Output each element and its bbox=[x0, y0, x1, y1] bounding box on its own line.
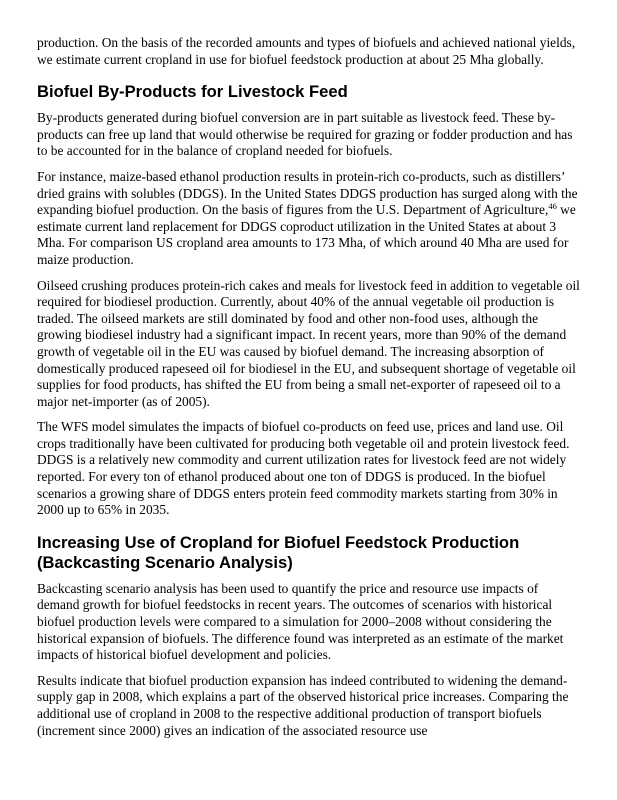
byproducts-paragraph-4: The WFS model simulates the impacts of biofuel co-products on feed use, prices and land use. Oil crops traditionally have been cultivated for producing both vegetable oil and protein livestock feed. DDGS is a relatively new commodity and current utilization rates for livestock feed are not widely reported. For every ton of ethanol produced about one ton of DDGS is produced. In the biofuel scenarios a growing share of DDGS enters protein feed commodity markets starting from 30% in 2000 up to 65% in 2035. bbox=[37, 419, 570, 518]
cropland-paragraph-2: Results indicate that biofuel production expansion has indeed contributed to widening the demand-supply gap in 2008, which explains a part of the observed historical price increases. Comparing the additional use of cropland in 2008 to the respective additional production of transport biofuels (increment since 2000) gives an indication of the associated resource use bbox=[37, 672, 569, 738]
intro-paragraph: production. On the basis of the recorded amounts and types of biofuels and achieved national yields, we estimate current cropland in use for biofuel feedstock production at about 25 Mha globally. bbox=[37, 35, 576, 67]
document-page bbox=[37, 35, 582, 748]
section-heading-byproducts: Biofuel By-Products for Livestock Feed bbox=[37, 82, 348, 102]
section-heading-cropland: Increasing Use of Cropland for Biofuel Feedstock Production (Backcasting Scenario Analysis) bbox=[37, 532, 520, 572]
footnote-ref-46[interactable]: 46 bbox=[548, 201, 557, 212]
cropland-paragraph-1: Backcasting scenario analysis has been used to quantify the price and resource use impacts of demand growth for biofuel feedstocks in recent years. The outcomes of scenarios with historical biofuel production levels were compared to a simulation for 2000–2008 without considering the historical expansion of biofuels. The difference found was interpreted as an estimate of the market impacts of historical biofuel development and policies. bbox=[37, 580, 564, 663]
byproducts-paragraph-2-start: For instance, maize-based ethanol production results in protein-rich co-products, such as distillers’ dried grains with solubles (DDGS). In the United States DDGS production has surged along with the expanding biofuel production. On the basis of figures from the U.S. Department of Agriculture, bbox=[37, 168, 578, 218]
byproducts-paragraph-2-end: we estimate current land replacement for DDGS coproduct utilization in the United States at about 3 Mha. For comparison US cropland area amounts to 173 Mha, of which around 40 Mha are used for maize production. bbox=[37, 202, 576, 267]
byproducts-paragraph-1: By-products generated during biofuel conversion are in part suitable as livestock feed. These by-products can free up land that would otherwise be required for grazing or fodder production and has to be accounted for in the balance of cropland needed for biofuels. bbox=[37, 110, 573, 159]
byproducts-paragraph-2 bbox=[37, 169, 582, 269]
byproducts-paragraph-3: Oilseed crushing produces protein-rich cakes and meals for livestock feed in addition to vegetable oil required for biodiesel production. Currently, about 40% of the annual vegetable oil production is traded. The oilseed markets are still dominated by food and other non-food uses, although the growing biodiesel industry had a significant impact. In recent years, more than 90% of the demand growth of vegetable oil in the EU was caused by biofuel demand. The increasing absorption of domestically produced rapeseed oil for biodiesel in the EU, and subsequent shortage of vegetable oil supplies for food products, has shifted the EU from being a small net-exporter of rapeseed oil to a major net-importer (as of 2005). bbox=[37, 277, 580, 409]
